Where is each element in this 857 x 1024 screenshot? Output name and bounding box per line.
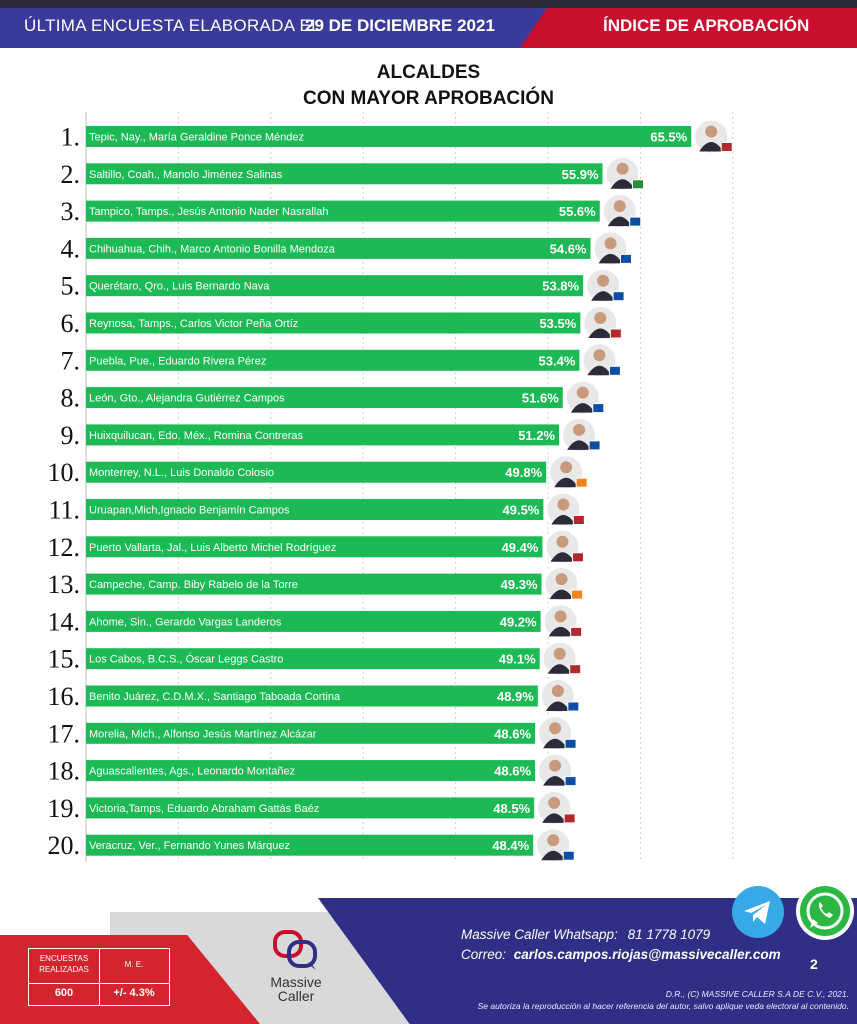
rank-number: 14. <box>47 607 80 637</box>
party-badge <box>571 627 582 636</box>
value-label: 49.4% <box>501 539 539 555</box>
massive-caller-logo-icon <box>272 928 320 972</box>
survey-date-label: ÚLTIMA ENCUESTA ELABORADA EL <box>24 16 321 35</box>
candidate-face <box>560 461 572 473</box>
bar-label: Benito Juárez, C.D.M.X., Santiago Taboada Cortina <box>89 691 341 703</box>
party-badge <box>572 590 583 599</box>
party-badge <box>721 143 732 152</box>
value-label: 48.6% <box>494 726 532 742</box>
rank-number: 15. <box>47 644 80 674</box>
value-label: 65.5% <box>650 129 688 145</box>
rank-number: 9. <box>60 420 80 450</box>
rank-number: 10. <box>47 458 80 488</box>
party-badge <box>621 254 632 263</box>
telegram-plane-icon <box>732 886 784 938</box>
rank-number: 13. <box>47 570 80 600</box>
survey-stats-box <box>28 948 170 1006</box>
approval-bar-chart <box>0 112 857 868</box>
header-top-strip <box>0 0 857 8</box>
bar-label: Puerto Vallarta, Jal., Luis Alberto Michel Rodríguez <box>89 541 337 554</box>
party-badge <box>609 366 620 375</box>
candidate-face <box>605 237 617 249</box>
rank-number: 12. <box>47 532 80 562</box>
candidate-face <box>552 685 564 697</box>
value-label: 48.6% <box>494 763 532 779</box>
rank-number: 7. <box>60 346 80 376</box>
rank-number: 16. <box>47 682 80 711</box>
page-number: 2 <box>810 956 818 972</box>
bar-label: Puebla, Pue., Eduardo Rivera Pérez <box>89 355 267 368</box>
bar-label: Campeche, Camp. Biby Rabelo de la Torre <box>89 579 298 592</box>
rank-number: 2. <box>60 159 80 189</box>
header-banner <box>0 0 857 48</box>
rank-number: 3. <box>60 197 80 227</box>
rank-number: 1. <box>60 122 80 152</box>
whatsapp-contact <box>461 927 710 942</box>
reproduction-note: Se autoriza la reproducción al hacer referencia del autor, salvo aplique veda electoral al contenido. <box>477 1001 849 1011</box>
margin-error-value: +/- 4.3% <box>113 987 155 999</box>
party-badge <box>565 777 576 786</box>
party-badge <box>633 180 644 189</box>
party-badge <box>630 217 641 226</box>
whatsapp-icon[interactable] <box>796 882 854 940</box>
party-badge <box>589 441 600 450</box>
email-link[interactable]: carlos.campos.riojas@massivecaller.com <box>513 947 781 962</box>
party-badge <box>576 478 587 487</box>
bar-label: Saltillo, Coah., Manolo Jiménez Salinas <box>89 168 283 181</box>
rank-number: 17. <box>47 719 80 749</box>
rank-number: 20. <box>47 831 80 861</box>
candidate-face <box>548 797 560 809</box>
whatsapp-phone-icon <box>796 882 854 940</box>
bar-label: Huixquilucan, Edo. Méx., Romina Contreras <box>89 429 303 442</box>
bar-label: Reynosa, Tamps., Carlos Victor Peña Ortíz <box>89 318 299 330</box>
value-label: 49.8% <box>505 465 543 481</box>
telegram-icon[interactable] <box>732 886 784 938</box>
value-label: 49.3% <box>500 577 538 593</box>
party-badge <box>563 851 574 860</box>
party-badge <box>568 702 579 711</box>
email-contact <box>461 947 781 962</box>
email-label: Correo: <box>461 947 507 962</box>
bar-label: Chihuahua, Chih., Marco Antonio Bonilla Mendoza <box>89 243 335 256</box>
bar-label: Veracruz, Ver., Fernando Yunes Márquez <box>89 840 290 853</box>
bar-label: Querétaro, Qro., Luis Bernardo Nava <box>89 280 270 293</box>
party-badge <box>564 814 575 823</box>
candidate-face <box>557 499 569 511</box>
value-label: 51.6% <box>521 390 559 406</box>
value-label: 49.5% <box>502 502 540 518</box>
candidate-face <box>554 648 566 660</box>
candidate-face <box>556 536 568 548</box>
rank-number: 19. <box>47 793 80 823</box>
bar-label: Ahome, Sin., Gerardo Vargas Landeros <box>89 616 282 629</box>
candidate-face <box>555 610 567 622</box>
candidate-face <box>705 126 717 138</box>
candidate-face <box>617 163 629 175</box>
brand-name-line1: Massive <box>270 974 322 990</box>
candidate-face <box>549 760 561 772</box>
party-badge <box>613 292 624 301</box>
value-label: 48.9% <box>496 689 534 704</box>
party-badge <box>565 739 576 748</box>
value-label: 54.6% <box>549 241 587 257</box>
bar-label: Tampico, Tamps., Jesús Antonio Nader Nasrallah <box>89 206 329 219</box>
chart-title: ALCALDES <box>376 62 481 83</box>
stats-divider-horizontal <box>29 983 169 984</box>
whatsapp-label: Massive Caller Whatsapp: <box>461 927 618 942</box>
candidate-face <box>549 722 561 734</box>
rank-number: 18. <box>47 756 80 786</box>
candidate-face <box>614 200 626 212</box>
bar-label: Tepic, Nay., María Geraldine Ponce Méndez <box>89 131 305 144</box>
bar-label: Aguascalientes, Ags., Leonardo Montañez <box>89 765 296 778</box>
candidate-face <box>547 834 559 846</box>
rank-number: 11. <box>48 495 80 525</box>
rank-number: 4. <box>60 234 80 264</box>
bar-label: Los Cabos, B.C.S., Óscar Leggs Castro <box>89 653 284 666</box>
survey-date: 29 DE DICIEMBRE 2021 <box>305 16 495 35</box>
surveys-value: 600 <box>54 987 74 999</box>
party-badge <box>570 665 581 674</box>
bar-label: Monterrey, N.L., Luis Donaldo Colosio <box>89 467 275 480</box>
brand-name-line2: Caller <box>277 988 315 1004</box>
rank-number: 8. <box>60 383 80 413</box>
candidate-face <box>593 349 605 361</box>
copyright-note: D.R., (C) MASSIVE CALLER S.A DE C.V., 2021. <box>665 989 849 999</box>
value-label: 51.2% <box>518 427 556 443</box>
value-label: 49.2% <box>499 614 537 630</box>
value-label: 53.8% <box>542 278 580 294</box>
surveys-label: ENCUESTAS REALIZADAS <box>39 954 89 974</box>
value-label: 48.4% <box>492 838 530 854</box>
candidate-face <box>597 275 609 287</box>
rank-number: 5. <box>60 271 80 301</box>
candidate-face <box>573 424 585 436</box>
margin-error-label: M. E. <box>124 960 144 969</box>
candidate-face <box>556 573 568 585</box>
bar-label: Uruapan,Mich,Ignacio Benjamín Campos <box>89 504 290 517</box>
bar-label: León, Gto., Alejandra Gutiérrez Campos <box>89 392 285 405</box>
bar-label: Morelia, Mich., Alfonso Jesús Martínez Alcázar <box>89 728 317 741</box>
index-title: ÍNDICE DE APROBACIÓN <box>603 16 810 35</box>
party-badge <box>573 516 584 525</box>
value-label: 53.5% <box>539 316 577 331</box>
party-badge <box>610 329 621 338</box>
value-label: 55.9% <box>561 166 599 182</box>
value-label: 49.1% <box>498 651 536 667</box>
value-label: 55.6% <box>558 204 596 220</box>
candidate-face <box>594 312 606 324</box>
bar-label: Victoria,Tamps, Eduardo Abraham Gattás Baéz <box>89 802 320 815</box>
value-label: 48.5% <box>493 800 531 816</box>
party-badge <box>572 553 583 562</box>
candidate-face <box>577 387 589 399</box>
rank-number: 6. <box>60 309 80 338</box>
party-badge <box>593 404 604 413</box>
whatsapp-number[interactable]: 81 1778 1079 <box>627 927 711 942</box>
chart-subtitle: CON MAYOR APROBACIÓN <box>303 88 554 109</box>
value-label: 53.4% <box>538 353 576 369</box>
